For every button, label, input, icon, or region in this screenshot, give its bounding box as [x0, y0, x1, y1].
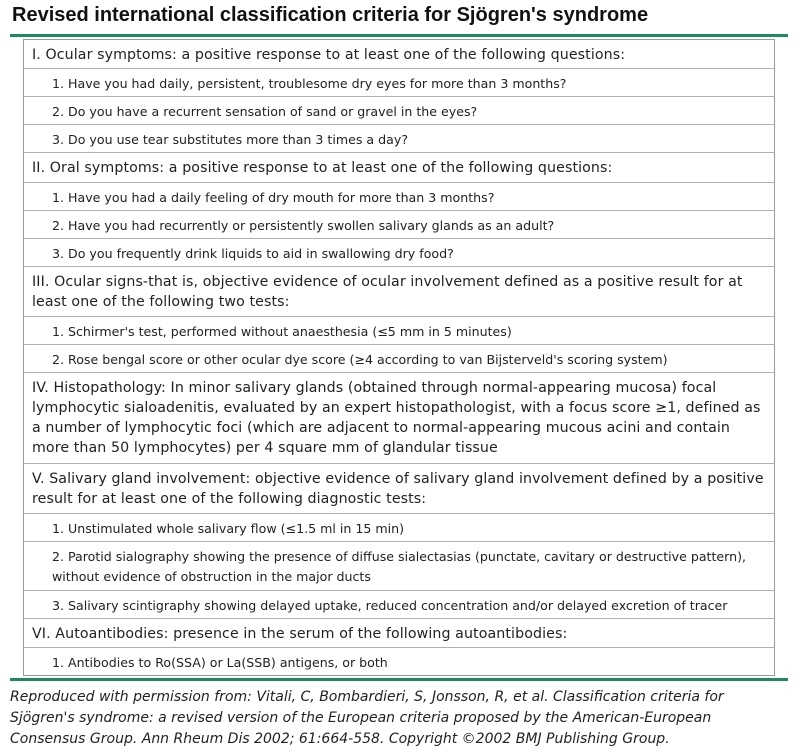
- question-text: 1. Have you had a daily feeling of dry mouth for more than 3 months?: [52, 190, 495, 205]
- question-text: 3. Do you frequently drink liquids to aid in swallowing dry food?: [52, 246, 454, 261]
- test-text: 1. Schirmer's test, performed without anaesthesia (≤5 mm in 5 minutes): [52, 324, 512, 339]
- section-heading: IV. Histopathology: In minor salivary glands (obtained through normal-appearing mucosa) focal lymphocytic sialoadenitis, evaluated by an expert histopathologist, with a focus score ≥1, defined as a number of lymphocytic foci (which are adjacent to normal-appearing mucous acini and contain more than 50 lymphocytes) per 4 square mm of glandular tissue: [32, 380, 761, 456]
- test-text: 2. Rose bengal score or other ocular dye score (≥4 according to van Bijsterveld's scoring system): [52, 352, 668, 367]
- criteria-item: [24, 591, 774, 619]
- criteria-item: [24, 125, 774, 153]
- criteria-section-ocular-signs: [24, 267, 774, 317]
- criteria-table: [23, 39, 775, 676]
- citation-line: Consensus Group. Ann Rheum Dis 2002; 61:664-558. Copyright ©2002 BMJ Publishing Group.: [10, 731, 670, 747]
- criteria-item: [24, 345, 774, 373]
- test-text: 3. Salivary scintigraphy showing delayed uptake, reduced concentration and/or delayed excretion of tracer: [52, 598, 728, 613]
- criteria-item: [24, 69, 774, 97]
- citation-line: Reproduced with permission from: Vitali, C, Bombardieri, S, Jonsson, R, et al. Classification criteria for: [10, 689, 724, 705]
- test-text: 1. Unstimulated whole salivary flow (≤1.5 ml in 15 min): [52, 521, 405, 536]
- criteria-section-autoantibodies: [24, 619, 774, 648]
- criteria-item: [24, 648, 774, 676]
- criteria-section-oral-symptoms: [24, 153, 774, 183]
- section-heading: III. Ocular signs-that is, objective evidence of ocular involvement defined as a positive result for at least one of the following two tests:: [32, 274, 743, 310]
- criteria-item: [24, 183, 774, 211]
- citation-footer: [10, 687, 790, 750]
- criteria-item: [24, 514, 774, 542]
- section-heading: V. Salivary gland involvement: objective evidence of salivary gland involvement defined by a positive result for at least one of the following diagnostic tests:: [32, 471, 764, 507]
- section-heading: I. Ocular symptoms: a positive response to at least one of the following questions:: [32, 47, 626, 63]
- question-text: 2. Do you have a recurrent sensation of sand or gravel in the eyes?: [52, 104, 478, 119]
- page-title: Revised international classification criteria for Sjögren's syndrome: [12, 4, 649, 26]
- criteria-section-salivary-gland: [24, 464, 774, 514]
- criteria-section-ocular-symptoms: [24, 40, 774, 69]
- criteria-item: [24, 317, 774, 345]
- section-heading: VI. Autoantibodies: presence in the serum of the following autoantibodies:: [32, 626, 568, 642]
- test-text: 1. Antibodies to Ro(SSA) or La(SSB) antigens, or both: [52, 655, 388, 670]
- criteria-item: [24, 239, 774, 267]
- criteria-item: [24, 542, 774, 591]
- section-heading: II. Oral symptoms: a positive response to at least one of the following questions:: [32, 160, 613, 176]
- citation-line: Sjögren's syndrome: a revised version of the European criteria proposed by the American-European: [10, 710, 712, 726]
- test-text: 2. Parotid sialography showing the presence of diffuse sialectasias (punctate, cavitary or destructive pattern), without evidence of obstruction in the major ducts: [52, 549, 747, 584]
- criteria-section-histopathology: [24, 373, 774, 464]
- question-text: 2. Have you had recurrently or persistently swollen salivary glands as an adult?: [52, 218, 555, 233]
- criteria-item: [24, 97, 774, 125]
- question-text: 3. Do you use tear substitutes more than 3 times a day?: [52, 132, 409, 147]
- criteria-item: [24, 211, 774, 239]
- bottom-accent-rule: [10, 678, 788, 681]
- question-text: 1. Have you had daily, persistent, troublesome dry eyes for more than 3 months?: [52, 76, 567, 91]
- top-accent-rule: [10, 34, 788, 37]
